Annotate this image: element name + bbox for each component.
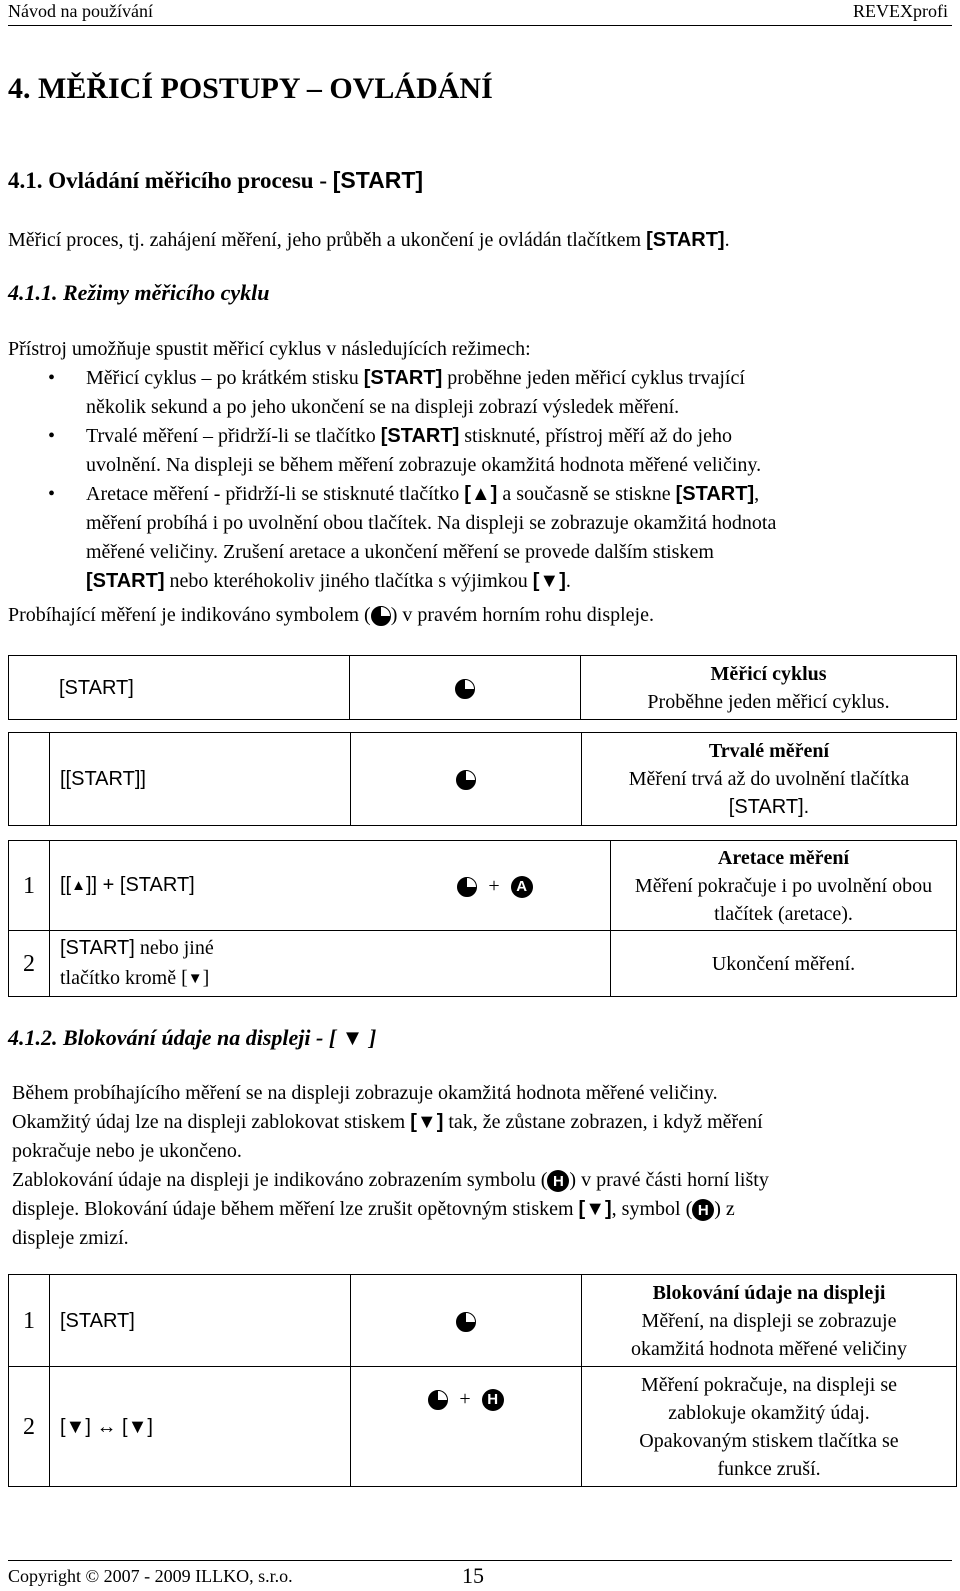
header-title: Návod na používání (8, 1, 153, 21)
hold-table (8, 1274, 957, 1487)
section-title: 4. MĚŘICÍ POSTUPY – OVLÁDÁNÍ (8, 72, 493, 105)
mode-desc: Měření pokračuje, na displeji se (640, 1373, 898, 1396)
key-text: [[ (60, 874, 72, 896)
hold-badge-icon: H (547, 1170, 569, 1192)
paragraph-text: , symbol ( (611, 1198, 693, 1220)
table-cell-symbol (350, 841, 611, 931)
page-number: 15 (462, 1563, 484, 1588)
intro-end: . (724, 229, 730, 251)
bullet-text: Trvalé měření – přidrží-li se tlačítko (86, 425, 381, 447)
modes-table-hold (8, 840, 957, 997)
plus-sign: + (459, 1388, 471, 1410)
table-cell-key (50, 931, 611, 997)
bullet-text: , (754, 483, 760, 505)
paragraph-text: Okamžitý údaj lze na displeji zablokovat stiskem (12, 1111, 411, 1133)
start-key-label: [START] (646, 229, 725, 251)
mode-title: Trvalé měření (708, 740, 830, 762)
bullet-text: několik sekund a po jeho ukončení se na displeji zobrazí výsledek měření. (86, 396, 680, 418)
mode-desc: Měření trvá až do uvolnění tlačítka (628, 768, 910, 790)
bullet-text: nebo kteréhokoliv jiného tlačítka s výjimkou (164, 570, 533, 592)
measuring-icon (457, 877, 477, 897)
key-text: ]] + [START] (85, 874, 195, 896)
subsection-title-4-1-1: 4.1.1. Režimy měřicího cyklu (8, 280, 270, 305)
measuring-icon (456, 770, 476, 790)
table-cell-key: [▼] ↔ [▼] (50, 1367, 351, 1487)
table-cell-num: 1 (9, 1275, 50, 1367)
mode-title: Měřicí cyklus (710, 662, 827, 685)
start-key-label: [START] (86, 570, 165, 592)
mode-desc: okamžitá hodnota měřené veličiny (630, 1337, 907, 1360)
bullet-text: uvolnění. Na displeji se během měření zobrazuje okamžitá hodnota měřené veličiny. (86, 454, 762, 476)
table-cell-key: [START] (49, 656, 350, 720)
table-cell-symbol (351, 733, 582, 826)
bullet-text: . (565, 570, 571, 592)
paragraph-text: pokračuje nebo je ukončeno. (12, 1140, 242, 1162)
table-cell-num: 1 (9, 841, 50, 931)
intro-paragraph (8, 226, 730, 255)
header-brand: REVEXprofi (853, 1, 948, 21)
hold-badge-icon: H (482, 1389, 504, 1411)
hold-badge-icon: A (511, 876, 533, 898)
start-key-label: [START] (380, 425, 460, 447)
mode-desc: Proběhne jeden měřicí cyklus. (647, 690, 890, 713)
paragraph-text: displeje zmizí. (12, 1227, 129, 1249)
mode-desc: funkce zruší. (717, 1457, 821, 1480)
subsection-title-4-1 (8, 167, 423, 194)
table-cell-num: 2 (9, 931, 50, 997)
table-cell-num: 2 (9, 1367, 50, 1487)
measuring-icon (428, 1390, 448, 1410)
down-key-label: [▼] (578, 1198, 612, 1220)
start-key-label: [START] (675, 483, 755, 505)
bullet-continuous (86, 422, 761, 480)
bullet-text: proběhne jeden měřicí cyklus trvající (442, 367, 745, 389)
table-cell-key: [[START]] (50, 733, 351, 826)
up-arrow-icon: ▲ (71, 877, 86, 894)
paragraph-text: Zablokování údaje na displeji je indikováno zobrazením symbolu ( (12, 1169, 548, 1191)
measuring-icon (371, 606, 391, 626)
paragraph-text: ) v pravé části horní lišty (569, 1169, 769, 1191)
mode-desc: zablokuje okamžitý údaj. (668, 1401, 870, 1424)
table-cell-desc (581, 656, 957, 720)
mode-desc: Měření, na displeji se zobrazuje (641, 1309, 897, 1332)
table-cell-symbol (350, 656, 581, 720)
bullet-hold (86, 480, 776, 596)
footer-copyright: Copyright © 2007 - 2009 ILLKO, s.r.o. (8, 1566, 293, 1586)
start-key-label: [START] (332, 167, 424, 193)
mode-desc: Opakovaným stiskem tlačítka se (639, 1429, 899, 1452)
down-arrow-icon: ▼ (187, 971, 203, 987)
bullet-cycle (86, 364, 745, 422)
down-key-label: [▼] (410, 1111, 444, 1133)
hold-badge-icon: H (692, 1199, 714, 1221)
measuring-icon (456, 1312, 476, 1332)
mode-title: Aretace měření (717, 846, 850, 869)
table-cell-num (9, 733, 50, 826)
measuring-icon (455, 679, 475, 699)
table-cell-key: [START] (50, 1275, 351, 1367)
start-key-label: [START] (363, 367, 443, 389)
paragraph-text: tak, že zůstane zobrazen, i když měření (443, 1111, 763, 1133)
key-text: ] (202, 967, 210, 989)
subsection-title-4-1-2: 4.1.2. Blokování údaje na displeji - [ ▼ ] (8, 1025, 377, 1050)
mode-desc: [START]. (728, 796, 810, 818)
bullet-text: měření probíhá i po uvolnění obou tlačítek. Na displeji se zobrazuje okamžitá hodnota (86, 512, 777, 534)
intro-text: Měřicí proces, tj. zahájení měření, jeho průběh a ukončení je ovládán tlačítkem (8, 229, 647, 251)
running-indicator-paragraph (8, 601, 654, 630)
bullet-text: a současně se stiskne (497, 483, 676, 505)
bullet-text: měřené veličiny. Zrušení aretace a ukončení měření se provede dalším stiskem (86, 541, 714, 563)
start-key-label: [START] (60, 937, 135, 959)
table-cell-desc (582, 733, 957, 826)
plus-sign: + (488, 874, 500, 897)
table-cell-desc (611, 841, 957, 931)
hold-paragraph (12, 1079, 769, 1253)
paragraph-text: Probíhající měření je indikováno symbolem ( (8, 604, 371, 626)
modes-intro: Přístroj umožňuje spustit měřicí cyklus v následujících režimech: (8, 338, 531, 360)
paragraph-text: displeje. Blokování údaje během měření lze zrušit opětovným stiskem (12, 1198, 579, 1220)
paragraph-text: ) z (714, 1198, 735, 1220)
modes-table-continuous (8, 732, 957, 826)
bullet-text: Aretace měření - přidrží-li se stisknuté tlačítko (86, 483, 465, 505)
key-text: tlačítko kromě [ (60, 967, 188, 989)
key-text: nebo jiné (134, 937, 214, 959)
modes-table-cycle (8, 655, 957, 720)
mode-desc: Měření pokračuje i po uvolnění obou (634, 874, 933, 897)
bullet-text: Měřicí cyklus – po krátkém stisku (86, 367, 364, 389)
up-key-label: [▲] (464, 483, 498, 505)
subsection-title-text: 4.1. Ovládání měřicího procesu - (8, 168, 333, 193)
table-cell-desc (582, 1367, 957, 1487)
mode-title: Blokování údaje na displeji (652, 1281, 886, 1304)
down-key-label: [▼] (532, 570, 566, 592)
paragraph-text: Během probíhajícího měření se na displeji zobrazuje okamžitá hodnota měřené veličiny. (12, 1082, 718, 1104)
table-cell-symbol (351, 1275, 582, 1367)
table-cell-desc: Ukončení měření. (611, 931, 957, 997)
table-cell-symbol (351, 1367, 582, 1487)
table-cell-key (50, 841, 351, 931)
table-cell-num (9, 656, 50, 720)
mode-desc: tlačítek (aretace). (714, 902, 853, 925)
paragraph-text: ) v pravém horním rohu displeje. (390, 604, 654, 626)
header-rule (8, 25, 952, 26)
table-cell-desc (582, 1275, 957, 1367)
footer-rule (8, 1560, 952, 1561)
bullet-text: stisknuté, přístroj měří až do jeho (459, 425, 732, 447)
